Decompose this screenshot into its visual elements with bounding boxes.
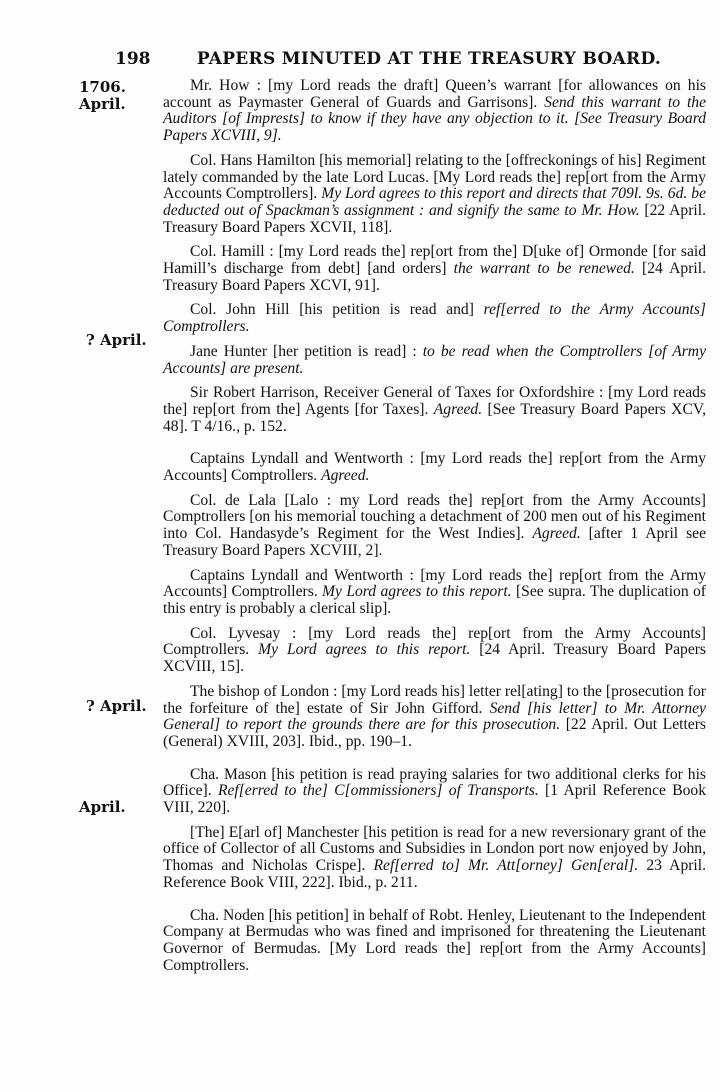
entry: Col. John Hill [his petition is read and] ref[erred to the Army Accounts] Comptrollers. [163,301,706,336]
entry: The bishop of London : [my Lord reads his] letter rel[ating] to the [prosecution for the forfeiture of the] estate of Sir John Gifford. Send [his letter] to Mr. Attorney General] to report the grounds there are for this prosecution. [22 April. Out Letters (General) XVIII, 203]. Ibid., pp. 190–1. [163,682,706,750]
page-number: 198 [115,49,151,69]
entry: Col. de Lala [Lalo : my Lord reads the] rep[ort from the Army Accounts] Comptrollers [on his memorial touching a detachment of 200 men out of his Regiment into Col. Handasyde’s Regiment for the West Indies]. Agreed. [after 1 April see Treasury Board Papers XCVIII, 2]. [163,491,706,559]
page-header [115,49,695,73]
entry: Jane Hunter [her petition is read] : to be read when the Comptrollers [of Army Accounts] are present. [163,342,706,377]
entry: Col. Lyvesay : [my Lord reads the] rep[ort from the Army Accounts] Comptrollers. My Lord agrees to this report. [24 April. Treasury Board Papers XCVIII, 15]. [163,624,707,676]
entry: [The] E[arl of] Manchester [his petition is read for a new reversionary grant of the office of Collector of all Customs and Subsidies in London port now enjoyed by John, Thomas and Nicholas Crispe]. Ref[erred to] Mr. Att[orney] Gen[eral]. 23 April. Reference Book VIII, 222]. Ibid., p. 211. [163,823,706,891]
entry: Captains Lyndall and Wentworth : [my Lord reads the] rep[ort from the Army Accounts] Comptrollers. My Lord agrees to this report. [See supra. The duplication of this entry is probably a clerical slip]. [163,566,706,617]
entry: Sir Robert Harrison, Receiver General of Taxes for Oxfordshire : [my Lord reads the] rep[ort from the] Agents [for Taxes]. Agreed. [See Treasury Board Papers XCV, 48]. T 4/16., p. 152. [163,384,706,435]
entries [163,78,706,974]
running-title: PAPERS MINUTED AT THE TREASURY BOARD. [196,49,662,69]
entry: Col. Hamill : [my Lord reads the] rep[ort from the] D[uke of] Ormonde [for said Hamill’s discharge from debt] [and orders] the warrant to be renewed. [24 April. Treasury Board Papers XCVI, 91]. [163,243,706,294]
entry: Col. Hans Hamilton [his memorial] relating to the [offreckonings of his] Regiment lately commanded by the late Lord Lucas. [My Lord reads the] rep[ort from the Army Accounts Comptrollers]. My Lord agrees to this report and directs that 709l. 9s. 6d. be deducted out of Spackman’s assignment : and signify the same to Mr. How. [22 April. Treasury Board Papers XCVII, 118]. [163,151,706,236]
margin-date: April. [79,798,126,816]
entry: Captains Lyndall and Wentworth : [my Lord reads the] rep[ort from the Army Accounts] Comptrollers. Agreed. [163,450,706,485]
margin-date: ? April. [86,331,147,349]
entry: Cha. Mason [his petition is read praying salaries for two additional clerks for his Office]. Ref[erred to the] C[ommissioners] of Transports. [1 April Reference Book VIII, 220]. [163,765,707,817]
margin-date: April. [79,95,126,113]
margin-year: 1706. [79,78,126,96]
entry: Cha. Noden [his petition] in behalf of Robt. Henley, Lieutenant to the Independent Company at Bermudas who was fined and imprisoned for threatening the Lieutenant Governor of Bermudas. [My Lord reads the] rep[ort from the Army Accounts] Comptrollers. [163,906,706,974]
margin-date: ? April. [86,697,147,715]
entry: Mr. How : [my Lord reads the draft] Queen’s warrant [for allowances on his account as Paymaster General of Guards and Garrisons]. Send this warrant to the Auditors [of Imprests] to know if they have any objection to it. [See Treasury Board Papers XCVIII, 9]. [163,77,706,145]
